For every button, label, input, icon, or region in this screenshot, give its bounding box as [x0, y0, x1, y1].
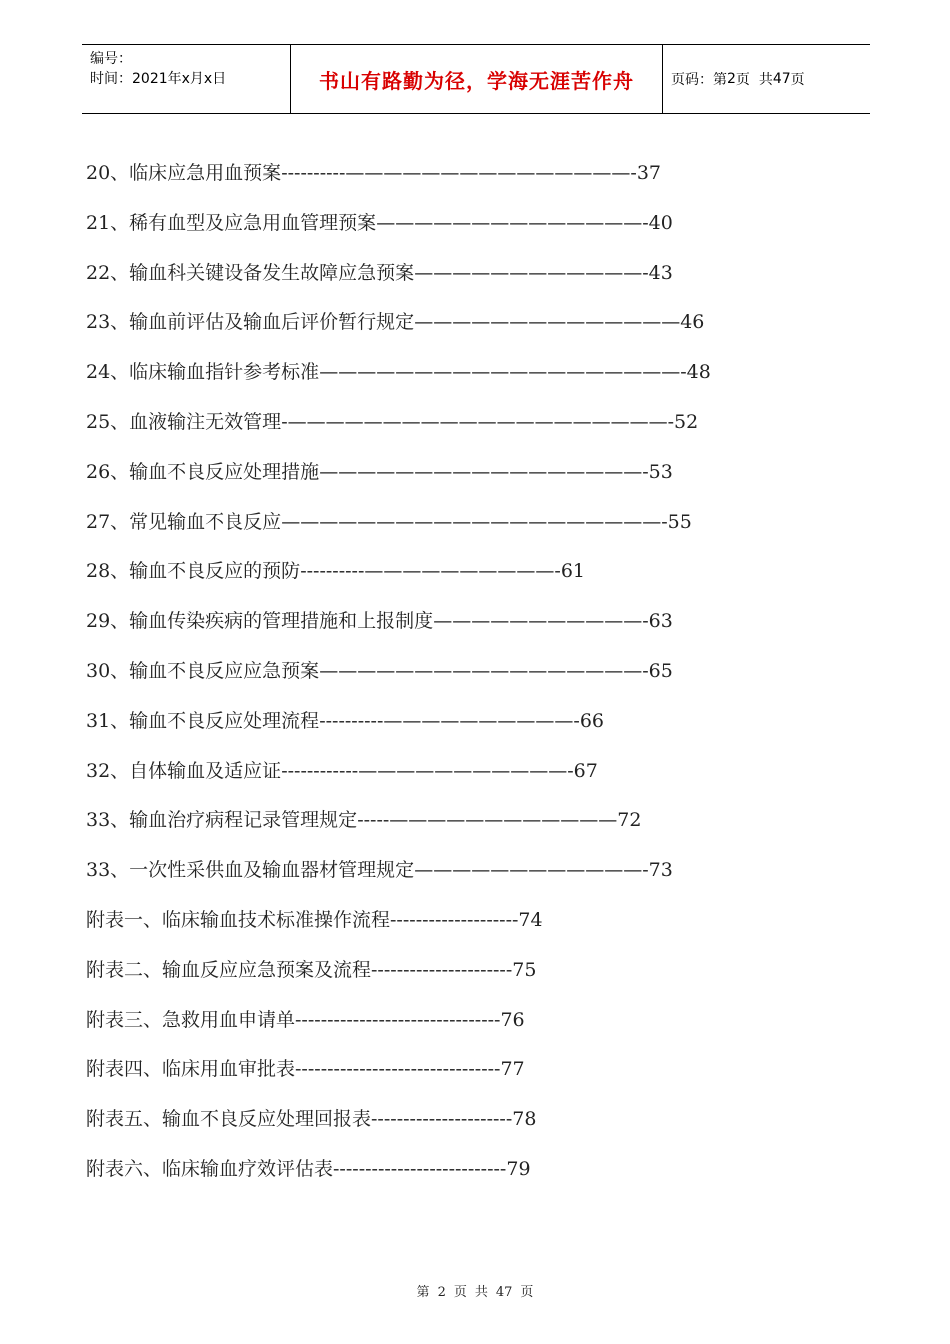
toc-entry — [86, 903, 711, 953]
header-info-cell — [82, 45, 291, 113]
toc-entry — [86, 206, 711, 256]
toc-entry-leader: —————————————————- — [319, 460, 649, 483]
toc-entry-leader: -------------------------------- — [295, 1058, 501, 1081]
toc-entry-page: 43 — [648, 261, 673, 284]
toc-entry — [86, 604, 711, 654]
document-time-label: 时间：2021年x月x日 — [90, 71, 227, 87]
toc-entry-leader: ----------——————————- — [300, 560, 561, 583]
footer-total: 47 — [495, 1285, 513, 1300]
document-number-label: 编号： — [90, 51, 132, 67]
toc-entry-page: 63 — [648, 610, 673, 633]
toc-entry-page: 37 — [636, 162, 661, 184]
toc-entry — [86, 355, 711, 405]
toc-entry-title: 31、输血不良反应处理流程 — [86, 709, 320, 732]
toc-entry-leader: -————————————————————- — [281, 410, 675, 433]
toc-entry — [86, 853, 711, 903]
toc-entry-title: 26、输血不良反应处理措施 — [86, 460, 320, 483]
toc-entry — [86, 953, 711, 1003]
toc-entry — [86, 554, 711, 604]
table-of-contents — [86, 156, 711, 1202]
toc-entry-page: 77 — [500, 1058, 525, 1081]
toc-entry-leader: ---------------------- — [371, 1108, 513, 1131]
footer-prefix: 第 — [416, 1285, 430, 1300]
toc-entry-title: 附表三、急救用血申请单 — [86, 1008, 296, 1031]
toc-entry-title: 附表一、临床输血技术标准操作流程 — [86, 908, 391, 931]
page-header — [82, 44, 870, 114]
toc-entry-leader: ———————————————————- — [319, 361, 687, 384]
toc-entry-leader: --------------------------- — [333, 1157, 507, 1180]
toc-entry-title: 附表二、输血反应应急预案及流程 — [86, 958, 372, 981]
toc-entry — [86, 704, 711, 754]
toc-entry-leader: ----------———————————————- — [281, 162, 637, 184]
toc-entry-page: 52 — [674, 410, 699, 433]
toc-entry-leader: -------------------- — [390, 908, 519, 931]
page-footer — [0, 1281, 950, 1300]
toc-entry — [86, 1152, 711, 1202]
footer-current: 2 — [437, 1285, 446, 1300]
toc-entry-page: 79 — [506, 1157, 531, 1180]
toc-entry-title: 30、输血不良反应应急预案 — [86, 659, 320, 682]
toc-entry-leader: ———————————- — [433, 610, 649, 633]
toc-entry — [86, 156, 711, 206]
toc-entry-leader: ------------———————————- — [281, 759, 574, 782]
toc-entry-leader: ---------------------- — [371, 958, 513, 981]
toc-entry-title: 20、临床应急用血预案 — [86, 162, 282, 184]
toc-entry-title: 22、输血科关键设备发生故障应急预案 — [86, 261, 415, 284]
toc-entry-page: 46 — [680, 311, 705, 334]
toc-entry-title: 28、输血不良反应的预防 — [86, 560, 301, 583]
toc-entry — [86, 1052, 711, 1102]
toc-entry-title: 32、自体输血及适应证 — [86, 759, 282, 782]
toc-entry-page: 76 — [500, 1008, 525, 1031]
page-mid: 页 共 — [735, 72, 773, 88]
toc-entry — [86, 305, 711, 355]
toc-entry — [86, 1102, 711, 1152]
toc-entry-leader: —————————————————- — [319, 659, 649, 682]
toc-entry — [86, 654, 711, 704]
toc-entry — [86, 1003, 711, 1053]
page-suffix: 页 — [790, 72, 805, 88]
footer-mid: 页 — [453, 1285, 467, 1300]
toc-entry-page: 55 — [667, 510, 692, 533]
footer-suffix: 页 — [520, 1285, 534, 1300]
page-prefix: 页码：第 — [671, 72, 727, 88]
toc-entry-title: 23、输血前评估及输血后评价暂行规定 — [86, 311, 415, 334]
toc-entry-page: 73 — [648, 859, 673, 882]
toc-entry — [86, 803, 711, 853]
toc-entry — [86, 505, 711, 555]
toc-entry-page: 53 — [648, 460, 673, 483]
toc-entry-leader: -------------------------------- — [295, 1008, 501, 1031]
toc-entry-leader: ----------——————————- — [319, 709, 580, 732]
toc-entry-page: 66 — [579, 709, 604, 732]
page-total: 47 — [772, 71, 791, 87]
toc-entry-leader: ————————————- — [414, 859, 649, 882]
toc-entry-page: 78 — [512, 1108, 537, 1131]
toc-entry — [86, 455, 711, 505]
toc-entry-leader: -----———————————— — [357, 809, 618, 832]
toc-entry-title: 附表五、输血不良反应处理回报表 — [86, 1108, 372, 1131]
toc-entry-leader: ——————————————- — [376, 211, 649, 234]
toc-entry-leader: ————————————————————- — [281, 510, 668, 533]
toc-entry-page: 72 — [617, 809, 642, 832]
toc-entry-page: 40 — [648, 211, 673, 234]
toc-entry-title: 29、输血传染疾病的管理措施和上报制度 — [86, 610, 434, 633]
toc-entry — [86, 405, 711, 455]
toc-entry-title: 24、临床输血指针参考标准 — [86, 361, 320, 384]
header-motto: 书山有路勤为径，学海无涯苦作舟 — [291, 45, 663, 113]
toc-entry-title: 25、血液输注无效管理 — [86, 410, 282, 433]
page-current: 2 — [727, 71, 736, 87]
toc-entry-title: 21、稀有血型及应急用血管理预案 — [86, 211, 377, 234]
toc-entry-leader: —————————————— — [414, 311, 681, 334]
toc-entry-page: 65 — [648, 659, 673, 682]
toc-entry — [86, 754, 711, 804]
toc-entry-page: 74 — [518, 908, 543, 931]
toc-entry-page: 48 — [686, 361, 711, 384]
toc-entry-page: 61 — [560, 560, 585, 583]
toc-entry-page: 67 — [573, 759, 598, 782]
toc-entry-leader: ————————————- — [414, 261, 649, 284]
toc-entry-title: 33、一次性采供血及输血器材管理规定 — [86, 859, 415, 882]
toc-entry-title: 33、输血治疗病程记录管理规定 — [86, 809, 358, 832]
toc-entry — [86, 256, 711, 306]
footer-total-label: 共 — [474, 1285, 488, 1300]
header-page-info — [663, 45, 870, 113]
toc-entry-title: 27、常见输血不良反应 — [86, 510, 282, 533]
toc-entry-title: 附表六、临床输血疗效评估表 — [86, 1157, 334, 1180]
toc-entry-title: 附表四、临床用血审批表 — [86, 1058, 296, 1081]
toc-entry-page: 75 — [512, 958, 537, 981]
